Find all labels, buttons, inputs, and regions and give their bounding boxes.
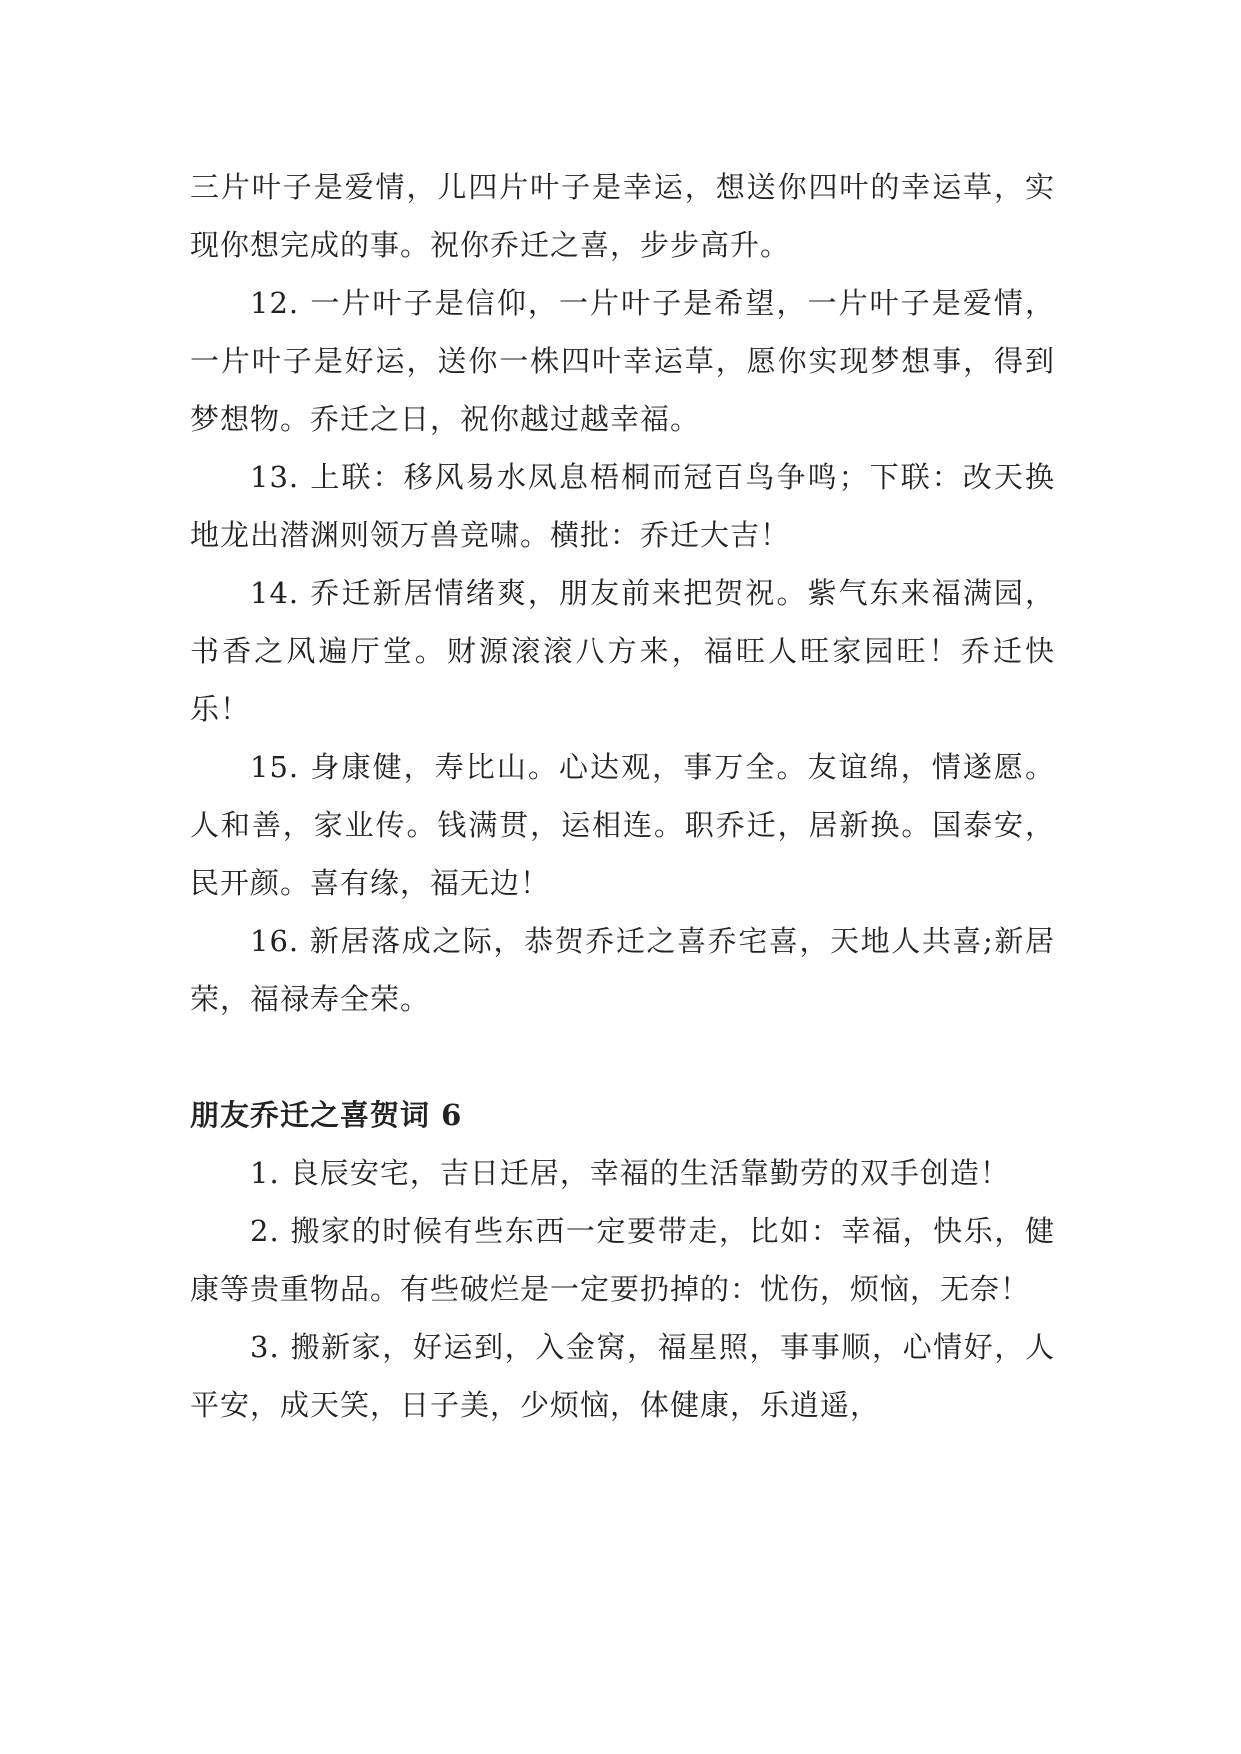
paragraph-continuation: 三片叶子是爱情，儿四片叶子是幸运，想送你四叶的幸运草，实现你想完成的事。祝你乔迁之喜，步步高升。 — [190, 170, 1055, 262]
paragraph-item-15: 15. 身康健，寿比山。心达观，事万全。友谊绵，情遂愿。人和善，家业传。钱满贯，运相连。职乔迁，居新换。国泰安，民开颜。喜有缘，福无边！ — [190, 750, 1055, 900]
document-body — [190, 158, 1055, 1434]
paragraph-item-13: 13. 上联：移风易水凤息梧桐而冠百鸟争鸣；下联：改天换地龙出潜渊则领万兽竞啸。横批：乔迁大吉！ — [190, 460, 1055, 552]
paragraph-item-3: 3. 搬新家，好运到，入金窝，福星照，事事顺，心情好，人平安，成天笑，日子美，少烦恼，体健康，乐逍遥， — [190, 1330, 1055, 1422]
paragraph-item-14: 14. 乔迁新居情绪爽，朋友前来把贺祝。紫气东来福满园，书香之风遍厅堂。财源滚滚八方来，福旺人旺家园旺！乔迁快乐！ — [190, 576, 1055, 726]
paragraph-item-16: 16. 新居落成之际，恭贺乔迁之喜乔宅喜，天地人共喜;新居荣，福禄寿全荣。 — [190, 924, 1055, 1016]
paragraph-item-12: 12. 一片叶子是信仰，一片叶子是希望，一片叶子是爱情，一片叶子是好运，送你一株四叶幸运草，愿你实现梦想事，得到梦想物。乔迁之日，祝你越过越幸福。 — [190, 286, 1055, 436]
paragraph-item-1: 1. 良辰安宅，吉日迁居，幸福的生活靠勤劳的双手创造！ — [250, 1156, 1010, 1190]
paragraph-item-2: 2. 搬家的时候有些东西一定要带走，比如：幸福，快乐，健康等贵重物品。有些破烂是一定要扔掉的：忧伤，烦恼，无奈！ — [190, 1214, 1055, 1306]
section-heading: 朋友乔迁之喜贺词 6 — [190, 1098, 463, 1132]
